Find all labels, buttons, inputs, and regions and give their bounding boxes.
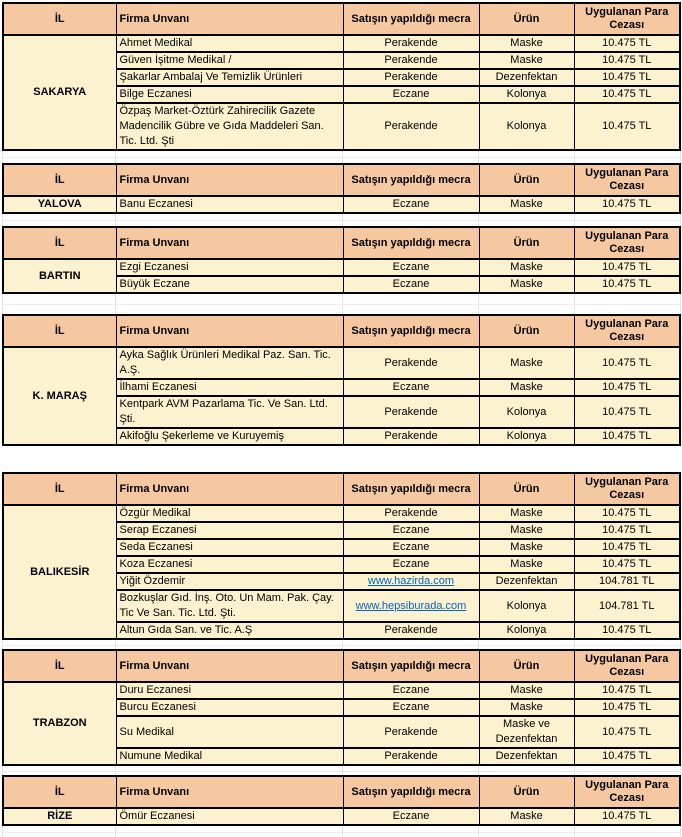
firm-cell: Burcu Eczanesi xyxy=(116,699,343,716)
product-cell: Maske xyxy=(479,52,574,69)
column-header-fine: Uygulanan Para Cezası xyxy=(574,473,680,505)
header-row xyxy=(3,473,680,505)
firm-cell: Koza Eczanesi xyxy=(116,556,343,573)
fine-cell: 10.475 TL xyxy=(574,396,680,428)
fine-cell: 10.475 TL xyxy=(574,556,680,573)
fine-cell: 10.475 TL xyxy=(574,808,680,825)
fines-table-rize xyxy=(2,775,681,826)
header-row xyxy=(3,315,680,347)
column-header-channel: Satışın yapıldığı mecra xyxy=(343,650,479,682)
channel-cell xyxy=(343,590,479,622)
firm-cell: Büyük Eczane xyxy=(116,276,343,293)
fine-cell: 10.475 TL xyxy=(574,103,680,150)
channel-cell: Eczane xyxy=(343,522,479,539)
firm-cell: Banu Eczanesi xyxy=(116,196,343,213)
channel-cell: Eczane xyxy=(343,539,479,556)
fines-table-bartin xyxy=(2,226,681,294)
table-gap xyxy=(2,446,681,472)
fines-table-yalova xyxy=(2,163,681,214)
column-header-il: İL xyxy=(3,3,116,35)
firm-cell: Duru Eczanesi xyxy=(116,682,343,699)
column-header-product: Ürün xyxy=(479,315,574,347)
fine-cell: 10.475 TL xyxy=(574,682,680,699)
fine-cell: 10.475 TL xyxy=(574,347,680,379)
column-header-product: Ürün xyxy=(479,776,574,808)
channel-cell: Eczane xyxy=(343,276,479,293)
column-header-channel: Satışın yapıldığı mecra xyxy=(343,3,479,35)
channel-cell: Perakende xyxy=(343,52,479,69)
firm-cell: Kentpark AVM Pazarlama Tic. Ve San. Ltd. Şti. xyxy=(116,396,343,428)
column-header-channel: Satışın yapıldığı mecra xyxy=(343,315,479,347)
fine-cell: 10.475 TL xyxy=(574,259,680,276)
column-header-il: İL xyxy=(3,315,116,347)
channel-cell: Perakende xyxy=(343,716,479,748)
fine-cell: 104.781 TL xyxy=(574,573,680,590)
channel-cell: Perakende xyxy=(343,505,479,522)
column-header-fine: Uygulanan Para Cezası xyxy=(574,776,680,808)
firm-cell: Ömür Eczanesi xyxy=(116,808,343,825)
column-header-firm: Firma Unvanı xyxy=(116,3,343,35)
channel-cell: Perakende xyxy=(343,428,479,445)
column-header-fine: Uygulanan Para Cezası xyxy=(574,315,680,347)
product-cell: Kolonya xyxy=(479,622,574,639)
product-cell: Kolonya xyxy=(479,103,574,150)
fines-table-sakarya xyxy=(2,2,681,151)
product-cell: Dezenfektan xyxy=(479,748,574,765)
province-cell: SAKARYA xyxy=(3,35,116,150)
channel-cell: Perakende xyxy=(343,35,479,52)
product-cell: Maske xyxy=(479,259,574,276)
fine-cell: 10.475 TL xyxy=(574,276,680,293)
column-header-il: İL xyxy=(3,227,116,259)
firm-cell: Bilge Eczanesi xyxy=(116,86,343,103)
firm-cell: Şakarlar Ambalaj Ve Temizlik Ürünleri xyxy=(116,69,343,86)
table-gap xyxy=(2,766,681,775)
column-header-firm: Firma Unvanı xyxy=(116,473,343,505)
header-row xyxy=(3,227,680,259)
firm-cell: Özgür Medikal xyxy=(116,505,343,522)
product-cell: Maske xyxy=(479,699,574,716)
table-row xyxy=(3,505,680,522)
fine-cell: 10.475 TL xyxy=(574,52,680,69)
product-cell: Maske xyxy=(479,35,574,52)
column-header-fine: Uygulanan Para Cezası xyxy=(574,650,680,682)
firm-cell: Ezgi Eczanesi xyxy=(116,259,343,276)
product-cell: Maske xyxy=(479,379,574,396)
province-cell: BARTIN xyxy=(3,259,116,293)
table-gap xyxy=(2,214,681,226)
product-cell: Kolonya xyxy=(479,590,574,622)
channel-link[interactable]: www.hazirda.com xyxy=(367,575,455,587)
fines-table-balikesir xyxy=(2,472,681,640)
province-cell: RİZE xyxy=(3,808,116,825)
firm-cell: Ayka Sağlık Ürünleri Medikal Paz. San. Tic. A.Ş. xyxy=(116,347,343,379)
header-row xyxy=(3,3,680,35)
channel-link[interactable]: www.hepsiburada.com xyxy=(355,599,467,612)
column-header-fine: Uygulanan Para Cezası xyxy=(574,227,680,259)
column-header-fine: Uygulanan Para Cezası xyxy=(574,3,680,35)
column-header-product: Ürün xyxy=(479,473,574,505)
column-header-firm: Firma Unvanı xyxy=(116,315,343,347)
header-row xyxy=(3,650,680,682)
channel-cell: Eczane xyxy=(343,86,479,103)
table-gap xyxy=(2,294,681,314)
firm-cell: Ahmet Medikal xyxy=(116,35,343,52)
table-gap xyxy=(2,640,681,649)
product-cell: Maske xyxy=(479,196,574,213)
fine-cell: 104.781 TL xyxy=(574,590,680,622)
table-row xyxy=(3,682,680,699)
product-cell: Maske xyxy=(479,522,574,539)
firm-cell: Seda Eczanesi xyxy=(116,539,343,556)
channel-cell: Eczane xyxy=(343,556,479,573)
product-cell: Maske xyxy=(479,539,574,556)
firm-cell: Güven İşitme Medikal / xyxy=(116,52,343,69)
column-header-firm: Firma Unvanı xyxy=(116,776,343,808)
channel-cell: Eczane xyxy=(343,196,479,213)
channel-cell: Perakende xyxy=(343,69,479,86)
fine-cell: 10.475 TL xyxy=(574,748,680,765)
product-cell: Maske ve Dezenfektan xyxy=(479,716,574,748)
province-cell: K. MARAŞ xyxy=(3,347,116,445)
product-cell: Maske xyxy=(479,808,574,825)
province-cell: TRABZON xyxy=(3,682,116,765)
column-header-fine: Uygulanan Para Cezası xyxy=(574,164,680,196)
channel-cell: Perakende xyxy=(343,396,479,428)
column-header-channel: Satışın yapıldığı mecra xyxy=(343,776,479,808)
product-cell: Dezenfektan xyxy=(479,69,574,86)
product-cell: Maske xyxy=(479,556,574,573)
firm-cell: Numune Medikal xyxy=(116,748,343,765)
fine-cell: 10.475 TL xyxy=(574,69,680,86)
province-cell: YALOVA xyxy=(3,196,116,213)
fine-cell: 10.475 TL xyxy=(574,622,680,639)
firm-cell: İlhami Eczanesi xyxy=(116,379,343,396)
column-header-firm: Firma Unvanı xyxy=(116,650,343,682)
product-cell: Maske xyxy=(479,347,574,379)
firm-cell: Akifoğlu Şekerleme ve Kuruyemiş xyxy=(116,428,343,445)
province-cell: BALIKESİR xyxy=(3,505,116,639)
product-cell: Kolonya xyxy=(479,396,574,428)
fine-cell: 10.475 TL xyxy=(574,505,680,522)
table-row xyxy=(3,347,680,379)
fines-table-kmaras xyxy=(2,314,681,446)
firm-cell: Altun Gıda San. ve Tic. A.Ş xyxy=(116,622,343,639)
product-cell: Maske xyxy=(479,276,574,293)
column-header-il: İL xyxy=(3,164,116,196)
column-header-product: Ürün xyxy=(479,3,574,35)
product-cell: Maske xyxy=(479,505,574,522)
fine-cell: 10.475 TL xyxy=(574,86,680,103)
header-row xyxy=(3,776,680,808)
firm-cell: Su Medikal xyxy=(116,716,343,748)
column-header-channel: Satışın yapıldığı mecra xyxy=(343,473,479,505)
fine-cell: 10.475 TL xyxy=(574,539,680,556)
column-header-product: Ürün xyxy=(479,164,574,196)
fine-cell: 10.475 TL xyxy=(574,196,680,213)
column-header-product: Ürün xyxy=(479,650,574,682)
firm-cell: Özpaş Market-Öztürk Zahirecilik Gazete Madencilik Gübre ve Gıda Maddeleri San. Tic. Ltd. Şti xyxy=(116,103,343,150)
column-header-product: Ürün xyxy=(479,227,574,259)
column-header-channel: Satışın yapıldığı mecra xyxy=(343,227,479,259)
table-gap xyxy=(2,151,681,163)
fine-cell: 10.475 TL xyxy=(574,428,680,445)
column-header-il: İL xyxy=(3,650,116,682)
channel-cell: Eczane xyxy=(343,699,479,716)
fines-table-trabzon xyxy=(2,649,681,766)
table-gap xyxy=(2,826,681,837)
channel-cell: Perakende xyxy=(343,622,479,639)
column-header-channel: Satışın yapıldığı mecra xyxy=(343,164,479,196)
fine-cell: 10.475 TL xyxy=(574,379,680,396)
table-row xyxy=(3,259,680,276)
column-header-il: İL xyxy=(3,776,116,808)
product-cell: Kolonya xyxy=(479,86,574,103)
table-row xyxy=(3,196,680,213)
firm-cell: Bozkuşlar Gıd. İnş. Oto. Un Mam. Pak. Çay. Tic Ve San. Tic. Ltd. Şti. xyxy=(116,590,343,622)
product-cell: Maske xyxy=(479,682,574,699)
header-row xyxy=(3,164,680,196)
channel-cell: Eczane xyxy=(343,259,479,276)
column-header-firm: Firma Unvanı xyxy=(116,227,343,259)
firm-cell: Yiğit Özdemir xyxy=(116,573,343,590)
fine-cell: 10.475 TL xyxy=(574,522,680,539)
fine-cell: 10.475 TL xyxy=(574,699,680,716)
product-cell: Kolonya xyxy=(479,428,574,445)
column-header-il: İL xyxy=(3,473,116,505)
table-row xyxy=(3,35,680,52)
channel-cell: Perakende xyxy=(343,748,479,765)
firm-cell: Serap Eczanesi xyxy=(116,522,343,539)
fine-cell: 10.475 TL xyxy=(574,35,680,52)
table-row xyxy=(3,808,680,825)
channel-cell: Eczane xyxy=(343,808,479,825)
channel-cell: Perakende xyxy=(343,347,479,379)
channel-cell: Eczane xyxy=(343,682,479,699)
fine-cell: 10.475 TL xyxy=(574,716,680,748)
column-header-firm: Firma Unvanı xyxy=(116,164,343,196)
channel-cell: Eczane xyxy=(343,379,479,396)
channel-cell: Perakende xyxy=(343,103,479,150)
channel-cell xyxy=(343,573,479,590)
product-cell: Dezenfektan xyxy=(479,573,574,590)
